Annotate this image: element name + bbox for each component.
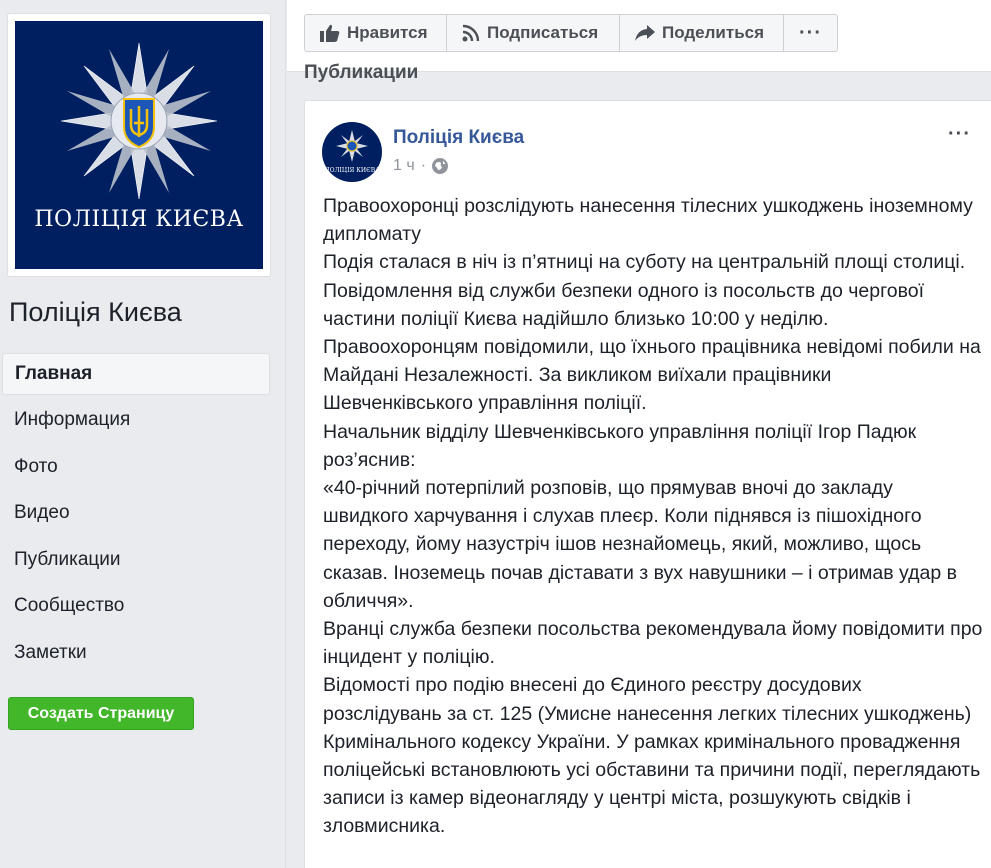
nav-item-videos[interactable]: Видео (14, 502, 70, 523)
post-paragraph: Відомості про подію внесені до Єдиного реєстру досудових розслідувань за ст. 125 (Умисне нанесення легких тілесних ушкоджень) Кримінального кодексу України. У рамках кримінального провадження поліцейські встановлюють усі обставини та причини події, переглядають записи із камер відеонагляду у центрі міста, розшукують свідків і зловмисника. (323, 674, 981, 838)
profile-picture[interactable] (15, 21, 263, 269)
page-nav (2, 353, 270, 678)
post-paragraph: Правоохоронці розслідують нанесення тілесних ушкоджень іноземному дипломату (323, 195, 973, 246)
cover-title: ПОЛІЦІЯ КИЄВА (34, 207, 244, 232)
post-text (323, 192, 983, 841)
avatar-caption: ПОЛІЦІЯ КИЄВА (324, 167, 380, 174)
share-arrow-icon (635, 25, 655, 41)
nav-item-posts[interactable]: Публикации (14, 548, 121, 570)
post-avatar[interactable] (322, 122, 382, 182)
nav-item-info[interactable]: Информация (14, 409, 131, 430)
more-options-button[interactable]: ··· (799, 21, 822, 44)
left-sidebar (0, 0, 286, 868)
action-buttons (304, 14, 838, 52)
post-menu-button[interactable]: ··· (948, 123, 971, 145)
nav-item-notes[interactable]: Заметки (14, 641, 87, 663)
meta-separator: · (420, 157, 427, 174)
post-timestamp[interactable]: 1 ч (393, 157, 415, 174)
like-label: Нравится (347, 23, 428, 42)
police-star-icon (322, 122, 382, 182)
page-title[interactable]: Поліція Києва (9, 297, 182, 327)
post-card (304, 100, 991, 868)
share-label: Поделиться (662, 23, 765, 42)
post-meta (393, 157, 448, 175)
create-page-button[interactable]: Создать Страницу (8, 697, 194, 730)
globe-icon[interactable] (432, 158, 448, 174)
nav-item-home[interactable]: Главная (2, 353, 270, 395)
profile-picture-card[interactable] (7, 13, 271, 277)
main-column (287, 0, 991, 868)
section-title: Публикации (304, 62, 419, 83)
nav-item-photos[interactable]: Фото (14, 455, 58, 477)
post-paragraph: Вранці служба безпеки посольства рекомендувала йому повідомити про інцидент у поліцію. (323, 618, 983, 669)
post-paragraph: Подія сталася в ніч із п’ятниці на суботу на центральній площі столиці. (323, 251, 966, 274)
post-paragraph: Начальник відділу Шевченківського управління поліції Ігор Падюк роз’яснив: (323, 420, 917, 471)
share-button[interactable] (620, 15, 784, 51)
rss-icon (462, 24, 480, 42)
like-button[interactable] (305, 15, 447, 51)
post-paragraph: «40-річний потерпілий розповів, що прямував вночі до закладу швидкого харчування і слухав плеєр. Коли піднявся із пішохідного переходу, йому назустріч ішов незнайомець, який, можливо, щось сказав. Іноземець почав діставати з вух навушники – і отримав удар в обличчя». (323, 477, 957, 612)
subscribe-label: Подписаться (487, 23, 599, 42)
subscribe-button[interactable] (447, 15, 620, 51)
post-author[interactable]: Поліція Києва (393, 127, 525, 148)
thumbs-up-icon (320, 24, 340, 42)
post-paragraph: Повідомлення від служби безпеки одного із посольств до чергової частини поліції Києва надійшло близько 10:00 у неділю. (323, 279, 925, 330)
post-paragraph: Правоохоронцям повідомили, що їхнього працівника невідомі побили на Майдані Незалежності. За викликом виїхали працівники Шевченківського управління поліції. (323, 336, 981, 415)
nav-item-community[interactable]: Сообщество (14, 595, 125, 616)
